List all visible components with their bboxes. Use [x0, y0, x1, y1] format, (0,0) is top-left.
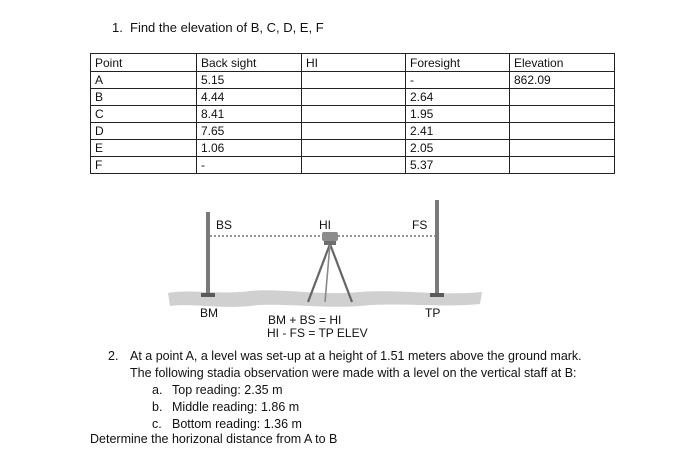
question-2-number: 2. [108, 349, 119, 363]
cell-elevation [510, 89, 615, 106]
table-row [91, 89, 615, 106]
cell-elevation [510, 123, 615, 140]
cell-hi [302, 72, 406, 89]
table-row [91, 157, 615, 174]
cell-point: F [91, 157, 197, 174]
question-1-text: Find the elevation of B, C, D, E, F [130, 20, 324, 35]
fore-staff [435, 200, 439, 294]
cell-point: E [91, 140, 197, 157]
header-elevation: Elevation [510, 54, 615, 72]
cell-point: A [91, 72, 197, 89]
level-instrument [322, 232, 338, 241]
table-row [91, 72, 615, 89]
header-point: Point [91, 54, 197, 72]
cell-point: C [91, 106, 197, 123]
question-2-text-2: The following stadia observation were made with a level on the vertical staff at B: [130, 366, 577, 380]
item-letter: a. [152, 383, 163, 397]
cell-foresight: 5.37 [406, 157, 510, 174]
item-text: Middle reading: 1.86 m [172, 400, 300, 414]
header-foresight: Foresight [406, 54, 510, 72]
question-1 [112, 20, 324, 35]
table-row [91, 140, 615, 157]
question-2 [108, 348, 582, 433]
bs-label: BS [216, 218, 233, 232]
cell-foresight: 2.41 [406, 123, 510, 140]
cell-elevation: 862.09 [510, 72, 615, 89]
item-letter: b. [152, 400, 163, 414]
cell-back-sight: 5.15 [197, 72, 302, 89]
cell-hi [302, 157, 406, 174]
table-header-row [91, 54, 615, 72]
cell-back-sight: 4.44 [197, 89, 302, 106]
cell-foresight: 2.64 [406, 89, 510, 106]
formula-tp-elev: HI - FS = TP ELEV [267, 326, 368, 340]
leveling-table [90, 53, 615, 174]
item-text: Bottom reading: 1.36 m [172, 417, 302, 431]
header-back-sight: Back sight [197, 54, 302, 72]
cell-foresight: 1.95 [406, 106, 510, 123]
list-item [108, 382, 582, 399]
hi-label: HI [319, 218, 331, 232]
cell-back-sight: 7.65 [197, 123, 302, 140]
cell-back-sight: - [197, 157, 302, 174]
question-2-final: Determine the horizonal distance from A to B [90, 432, 338, 446]
bm-label: BM [200, 306, 218, 320]
list-item [108, 416, 582, 433]
table-row [91, 106, 615, 123]
cell-hi [302, 123, 406, 140]
question-1-number: 1. [112, 20, 123, 35]
cell-elevation [510, 106, 615, 123]
list-item [108, 399, 582, 416]
back-staff [206, 212, 210, 294]
cell-hi [302, 89, 406, 106]
table-row [91, 123, 615, 140]
question-2-line-1 [108, 348, 582, 365]
cell-hi [302, 106, 406, 123]
cell-hi [302, 140, 406, 157]
bm-marker [201, 293, 215, 297]
item-text: Top reading: 2.35 m [172, 383, 283, 397]
header-hi: HI [302, 54, 406, 72]
cell-point: B [91, 89, 197, 106]
cell-back-sight: 8.41 [197, 106, 302, 123]
cell-elevation [510, 140, 615, 157]
tp-marker [430, 293, 444, 297]
tripod-head [324, 241, 336, 245]
cell-elevation [510, 157, 615, 174]
cell-back-sight: 1.06 [197, 140, 302, 157]
cell-point: D [91, 123, 197, 140]
tp-label: TP [425, 306, 441, 320]
fs-label: FS [412, 218, 428, 232]
question-2-text-1: At a point A, a level was set-up at a height of 1.51 meters above the ground mark. [130, 349, 582, 363]
leveling-diagram [150, 192, 500, 342]
cell-foresight: 2.05 [406, 140, 510, 157]
item-letter: c. [152, 417, 162, 431]
cell-foresight: - [406, 72, 510, 89]
formula-hi: BM + BS = HI [268, 313, 342, 327]
